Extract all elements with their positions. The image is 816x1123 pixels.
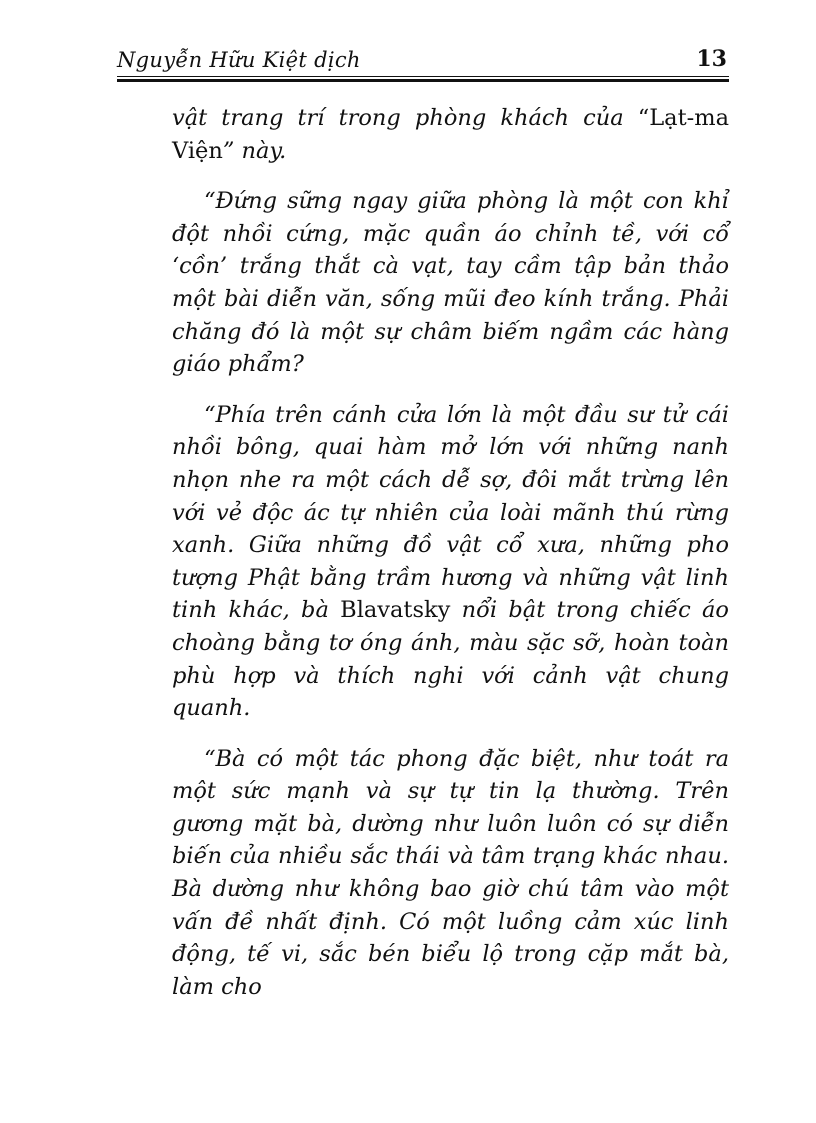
paragraph-1 — [172, 102, 729, 167]
running-head-author: Nguyễn Hữu Kiệt dịch — [117, 48, 361, 72]
paragraph-3-text-a: “Phía trên cánh cửa lớn là một đầu sư tử cái nhồi bông, quai hàm mở lớn với những nanh nhọn nhe ra một cách dễ sợ, đôi mắt trừng lên với vẻ độc ác tự nhiên của loài mãnh thú rừng xanh. Giữa những đồ vật cổ xưa, những pho tượng Phật bằng trầm hương và những vật linh tinh khác, bà — [172, 401, 729, 624]
paragraph-4: “Bà có một tác phong đặc biệt, như toát ra một sức mạnh và sự tự tin lạ thường. Trên gương mặt bà, dường như luôn luôn có sự diễn biến của nhiều sắc thái và tâm trạng khác nhau. Bà dường như không bao giờ chú tâm vào một vấn đề nhất định. Có một luồng cảm xúc linh động, tế vi, sắc bén biểu lộ trong cặp mắt bà, làm cho — [172, 745, 729, 1000]
paragraph-1-text-a: vật trang trí trong phòng khách của — [172, 105, 638, 131]
header-rule-thick — [117, 79, 729, 82]
body-text — [172, 102, 729, 1021]
page-header — [117, 44, 729, 74]
paragraph-3-name-blavatsky: Blavatsky — [340, 597, 451, 624]
header-rule-thin — [117, 76, 729, 77]
paragraph-2: “Đứng sững ngay giữa phòng là một con khỉ đột nhồi cứng, mặc quần áo chỉnh tề, với cổ ‘cồn’ trắng thắt cà vạt, tay cầm tập bản thảo một bài diễn văn, sống mũi đeo kính trắng. Phải chăng đó là một sự châm biếm ngầm các hàng giáo phẩm? — [172, 188, 729, 378]
paragraph-3 — [172, 399, 729, 725]
paragraph-3-text-c: nổi bật trong chiếc áo choàng bằng tơ óng ánh, màu sặc sỡ, hoàn toàn phù hợp và thích nghi với cảnh vật chung quanh. — [172, 597, 729, 722]
page-number: 13 — [696, 46, 727, 72]
paragraph-1-upright-term: “Lạt-ma Viện — [172, 105, 729, 164]
paragraph-1-text-c: ” này. — [222, 137, 287, 164]
